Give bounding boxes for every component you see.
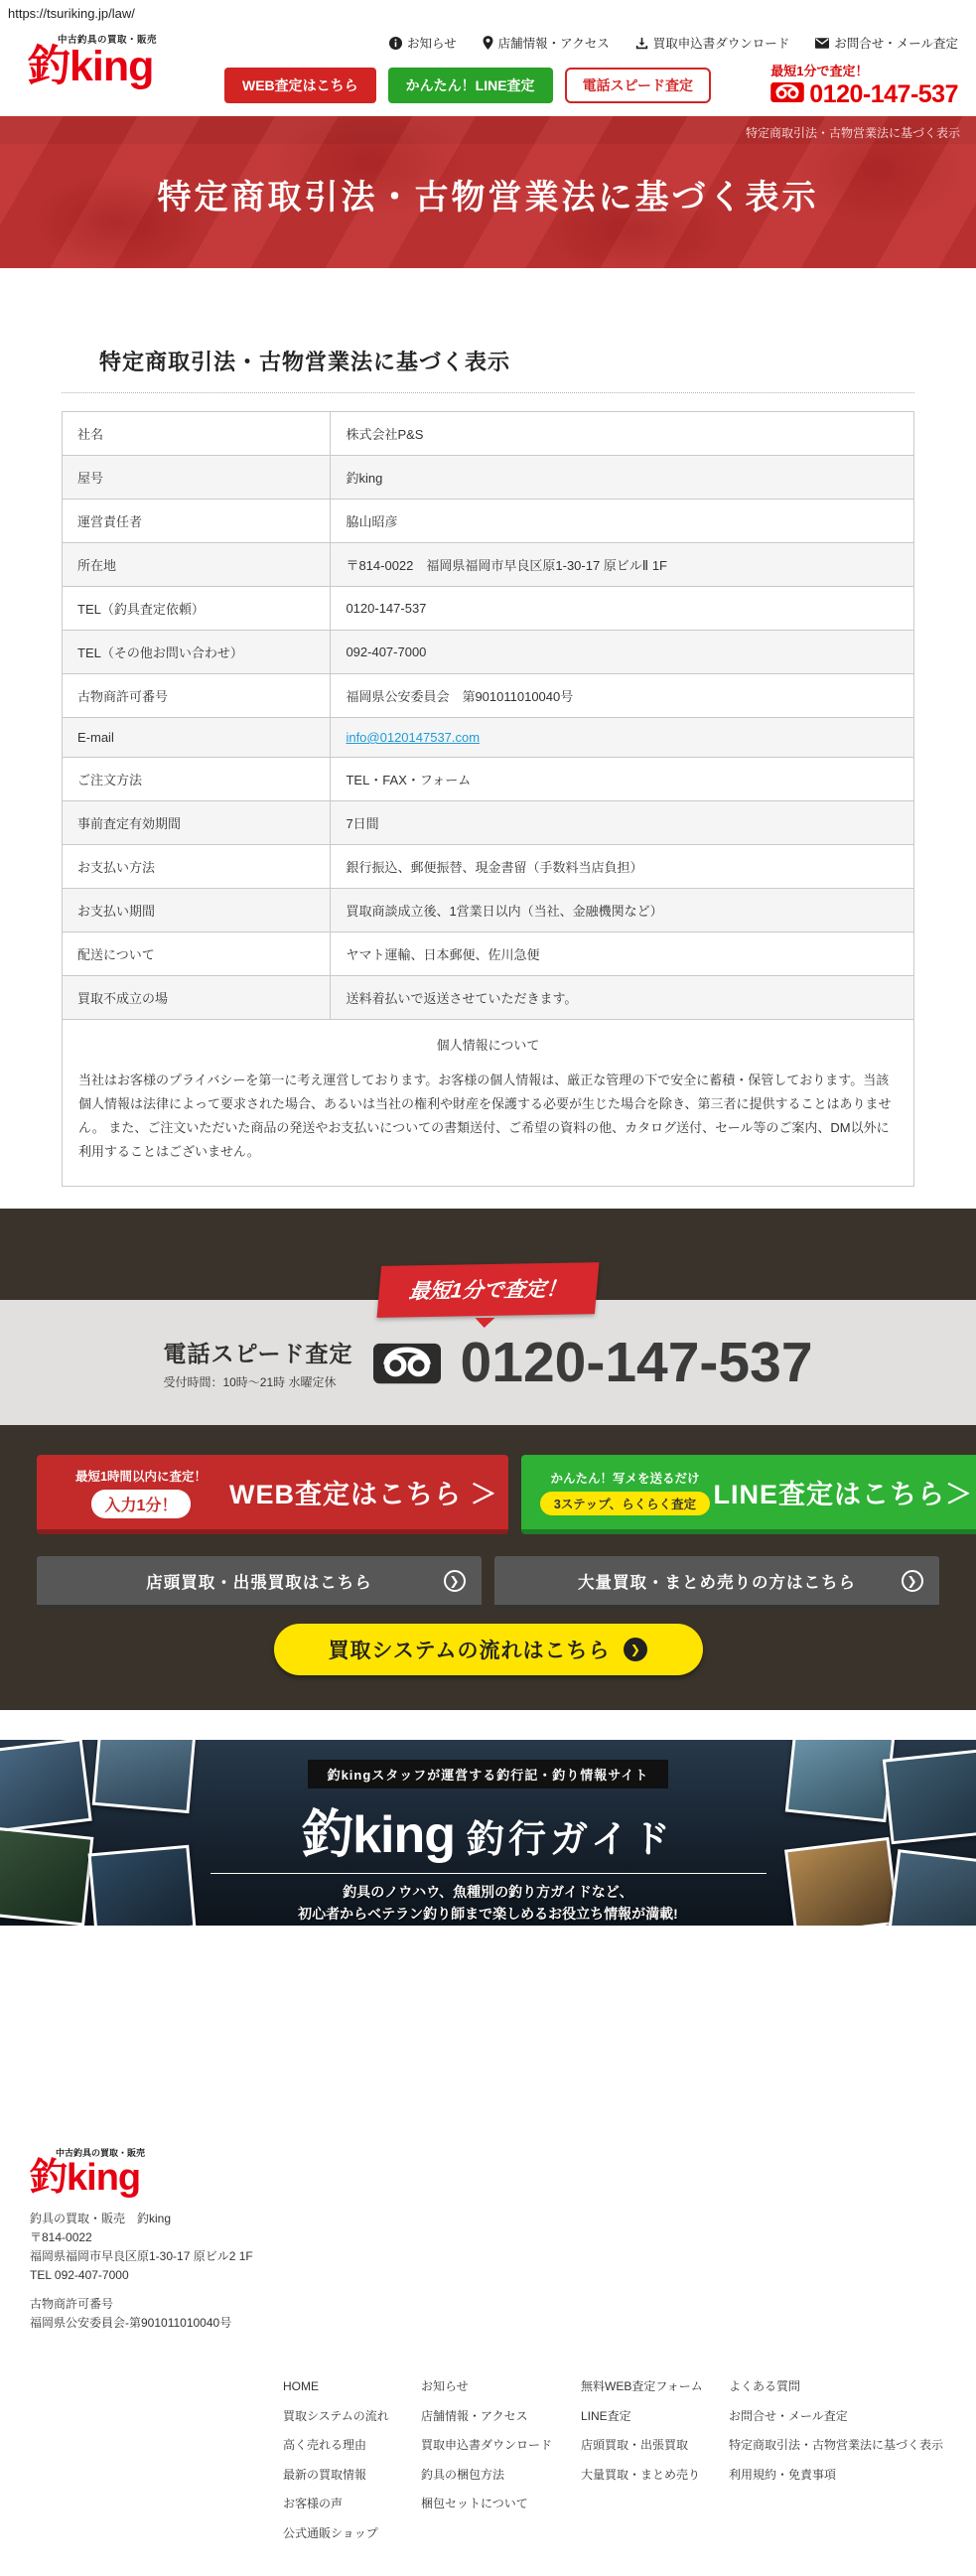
row-value <box>331 718 913 758</box>
divider <box>210 1873 767 1874</box>
row-value: TEL・FAX・フォーム <box>331 758 913 801</box>
flow-button-label: 買取システムの流れはこちら <box>328 1640 611 1663</box>
footer-link[interactable]: 買取申込書ダウンロード <box>421 2438 553 2453</box>
nav-item-label: 店舗情報・アクセス <box>497 37 610 51</box>
nav-item[interactable] <box>635 34 790 52</box>
row-value: 092-407-7000 <box>331 631 913 674</box>
row-label: お支払い方法 <box>63 845 331 889</box>
footer-link[interactable]: お客様の声 <box>283 2497 344 2511</box>
page-title: 特定商取引法・古物営業法に基づく表示 <box>157 179 819 216</box>
footer-link[interactable]: 大量買取・まとめ売り <box>581 2467 701 2482</box>
row-label: 運営責任者 <box>63 500 331 543</box>
tel-hours: 受付時間：10時〜21時 水曜定休 <box>163 1374 337 1389</box>
speed-ribbon: 最短1分で査定！ <box>377 1262 600 1318</box>
footer-logo[interactable] <box>30 2146 146 2200</box>
logo-tagline: 中古釣具の買取・販売 <box>58 35 158 46</box>
row-label: E-mail <box>63 718 331 758</box>
footer-link-column <box>283 2372 421 2548</box>
table-row <box>63 543 913 587</box>
table-row <box>63 718 913 758</box>
line-cta-small-text: かんたん！写メを送るだけ <box>550 1472 700 1487</box>
table-row <box>63 631 913 674</box>
footer-link[interactable]: 店頭買取・出張買取 <box>581 2438 689 2453</box>
row-label: TEL（その他お問い合わせ） <box>63 631 331 674</box>
phone-assessment-button[interactable]: 電話スピード査定 <box>565 68 711 103</box>
header-phone-number[interactable] <box>770 80 958 109</box>
assessment-cta-section <box>0 1209 976 1710</box>
footer-link-column <box>421 2372 581 2548</box>
guide-title-brand: 釣king <box>302 1806 456 1865</box>
table-row <box>63 587 913 631</box>
row-value: 0120-147-537 <box>331 587 913 631</box>
privacy-title: 個人情報について <box>436 1038 540 1053</box>
table-row <box>63 500 913 543</box>
footer-link[interactable]: 買取システムの流れ <box>283 2408 389 2423</box>
header-nav <box>209 34 958 52</box>
footer-link[interactable]: お知らせ <box>421 2379 469 2394</box>
header-cta-row <box>224 61 958 109</box>
main-content <box>0 268 976 1209</box>
footer-logo-brand: 釣king <box>30 2157 141 2200</box>
circle-arrow-icon: ❯ <box>624 1638 647 1661</box>
footer-link[interactable]: お問合せ・メール査定 <box>729 2408 848 2423</box>
row-value: 送料着払いで返送させていただきます。 <box>331 976 913 1020</box>
footer-link[interactable]: 釣具の梱包方法 <box>421 2467 505 2482</box>
footer-link-column <box>581 2372 729 2548</box>
freedial-icon <box>373 1341 441 1391</box>
row-label: お支払い期間 <box>63 889 331 932</box>
web-cta-pill: 入力1分！ <box>91 1490 192 1518</box>
purchase-flow-button[interactable] <box>274 1624 703 1675</box>
table-row <box>63 456 913 500</box>
table-row <box>63 932 913 976</box>
fishing-guide-banner[interactable] <box>0 1740 976 1926</box>
row-value: 株式会社P&S <box>331 412 913 456</box>
footer-license-info <box>30 2295 231 2333</box>
captured-url: https://tsuriking.jp/law/ <box>8 6 135 21</box>
row-label: ご注文方法 <box>63 758 331 801</box>
footer <box>0 1926 976 2553</box>
freedial-icon <box>770 81 804 108</box>
row-value: 銀行振込、郵便振替、現金書留（手数料当店負担） <box>331 845 913 889</box>
row-label: 所在地 <box>63 543 331 587</box>
law-table <box>63 412 913 1020</box>
footer-links <box>283 2372 976 2548</box>
row-value: 買取商談成立後、1営業日以内（当社、金融機関など） <box>331 889 913 932</box>
footer-info-line: 福岡県福岡市早良区原1-30-17 原ビル2 1F <box>30 2249 253 2264</box>
guide-banner-description: 釣具のノウハウ、魚種別の釣り方ガイドなど、 初心者からベテラン釣り師まで楽しめるお役立ち情報が満載! <box>298 1884 678 1922</box>
web-cta-small-text: 最短1時間以内に査定！ <box>75 1469 207 1484</box>
hero-banner <box>0 116 976 268</box>
row-value: 福岡県公安委員会 第901011010040号 <box>331 674 913 718</box>
row-value: 7日間 <box>331 801 913 845</box>
chevron-right-icon: ＞ <box>945 1480 974 1510</box>
law-table-body <box>63 412 913 1020</box>
footer-info-line: TEL 092-407-7000 <box>30 2268 129 2283</box>
dotted-divider <box>62 392 914 393</box>
row-label: 配送について <box>63 932 331 976</box>
footer-link[interactable]: 高く売れる理由 <box>283 2438 367 2453</box>
row-label: 事前査定有効期間 <box>63 801 331 845</box>
phone-note: 最短1分で査定！ <box>770 64 869 78</box>
row-label: TEL（釣具査定依頼） <box>63 587 331 631</box>
mail-icon <box>815 38 829 49</box>
pin-icon <box>483 36 493 50</box>
section-heading: 特定商取引法・古物営業法に基づく表示 <box>99 350 511 374</box>
line-cta-pill: 3ステップ、らくらく査定 <box>540 1492 710 1515</box>
footer-link[interactable]: 店舗情報・アクセス <box>421 2408 528 2423</box>
footer-link[interactable]: 無料WEB査定フォーム <box>581 2379 703 2394</box>
nav-item[interactable] <box>483 34 610 52</box>
nav-item[interactable] <box>389 34 457 52</box>
line-assessment-button[interactable]: かんたん！LINE査定 <box>388 68 553 103</box>
row-label: 社名 <box>63 412 331 456</box>
line-assessment-cta-button[interactable] <box>521 1455 976 1534</box>
guide-title-rest: 釣行ガイド <box>467 1819 674 1862</box>
spacer <box>0 1710 976 1740</box>
cta-phone-number[interactable]: 0120-147-537 <box>460 1331 813 1395</box>
nav-item-label: お問合せ・メール査定 <box>834 37 958 51</box>
table-row <box>63 889 913 932</box>
breadcrumb: 特定商取引法・古物営業法に基づく表示 <box>0 116 976 144</box>
web-cta-label: WEB査定はこちら <box>229 1480 462 1510</box>
logo-brand: 釣king <box>28 43 154 90</box>
footer-license-line: 古物商許可番号 <box>30 2297 114 2312</box>
footer-link[interactable]: 特定商取引法・古物営業法に基づく表示 <box>729 2438 944 2453</box>
email-link[interactable]: info@0120147537.com <box>346 730 481 745</box>
table-row <box>63 674 913 718</box>
footer-info-line: 〒814-0022 <box>30 2230 92 2245</box>
table-row <box>63 412 913 456</box>
site-logo[interactable] <box>28 28 209 88</box>
footer-link[interactable]: HOME <box>283 2379 319 2394</box>
table-row <box>63 801 913 845</box>
download-icon <box>635 37 648 50</box>
circle-arrow-icon: ❯ <box>444 1570 466 1592</box>
footer-logo-tagline: 中古釣具の買取・販売 <box>56 2148 146 2159</box>
footer-link[interactable]: LINE査定 <box>581 2408 631 2423</box>
info-icon <box>389 37 402 50</box>
row-value: 〒814-0022 福岡県福岡市早良区原1-30-17 原ビルⅡ 1F <box>331 543 913 587</box>
guide-banner-label: 釣kingスタッフが運営する釣行記・釣り情報サイト <box>308 1760 669 1789</box>
footer-link-column <box>729 2372 976 2548</box>
circle-arrow-icon: ❯ <box>902 1570 923 1592</box>
row-value: 脇山昭彦 <box>331 500 913 543</box>
store-purchase-button[interactable]: 店頭買取・出張買取はこちら ❯ <box>37 1556 482 1609</box>
nav-item-label: お知らせ <box>406 37 457 51</box>
footer-link[interactable]: 利用規約・免責事項 <box>729 2467 837 2482</box>
footer-link[interactable]: 公式通販ショップ <box>283 2525 378 2540</box>
privacy-body: 当社はお客様のプライバシーを第一に考え運営しております。お客様の個人情報は、厳正な管理の下で安全に蓄積・保管しております。当該個人情報は法律によって要求された場合、あるいは当社の権利や財産を保護する必要が生じた場合を除き、第三者に提供することはありません。 また、ご注文いただいた商品の発送やお支払いについての書類送付、ご希望の資料の他、カタログ送付、セール等のご案内、DM以外に利用することはございません。 <box>78 1073 892 1160</box>
footer-info-line: 釣具の買取・販売 釣king <box>30 2212 172 2226</box>
bulk-purchase-button[interactable]: 大量買取・まとめ売りの方はこちら ❯ <box>494 1556 939 1609</box>
footer-link[interactable]: 梱包セットについて <box>421 2497 528 2511</box>
guide-banner-title <box>0 1792 976 1867</box>
tel-label-block <box>163 1336 352 1390</box>
row-value: 釣king <box>331 456 913 500</box>
tel-label: 電話スピード査定 <box>163 1340 353 1366</box>
web-assessment-cta-button[interactable] <box>37 1455 508 1534</box>
chevron-right-icon: ＞ <box>470 1480 498 1510</box>
footer-link[interactable]: よくある質問 <box>729 2379 801 2394</box>
row-label: 古物商許可番号 <box>63 674 331 718</box>
web-assessment-button[interactable]: WEB査定はこちら <box>224 68 376 103</box>
row-label: 買取不成立の場 <box>63 976 331 1020</box>
table-row <box>63 976 913 1020</box>
table-row <box>63 758 913 801</box>
row-value: ヤマト運輸、日本郵便、佐川急便 <box>331 932 913 976</box>
law-info-box <box>62 411 914 1187</box>
nav-item-label: 買取申込書ダウンロード <box>652 37 790 51</box>
line-cta-label: LINE査定はこちら <box>713 1480 946 1510</box>
footer-company-info <box>30 2210 253 2285</box>
footer-link[interactable]: 最新の買取情報 <box>283 2467 367 2482</box>
nav-item[interactable] <box>815 34 958 52</box>
header-phone-block <box>770 61 958 109</box>
footer-license-line: 福岡県公安委員会-第901011010040号 <box>30 2316 232 2331</box>
row-label: 屋号 <box>63 456 331 500</box>
phone-number-text: 0120-147-537 <box>809 80 958 108</box>
site-header <box>0 28 976 116</box>
table-row <box>63 845 913 889</box>
